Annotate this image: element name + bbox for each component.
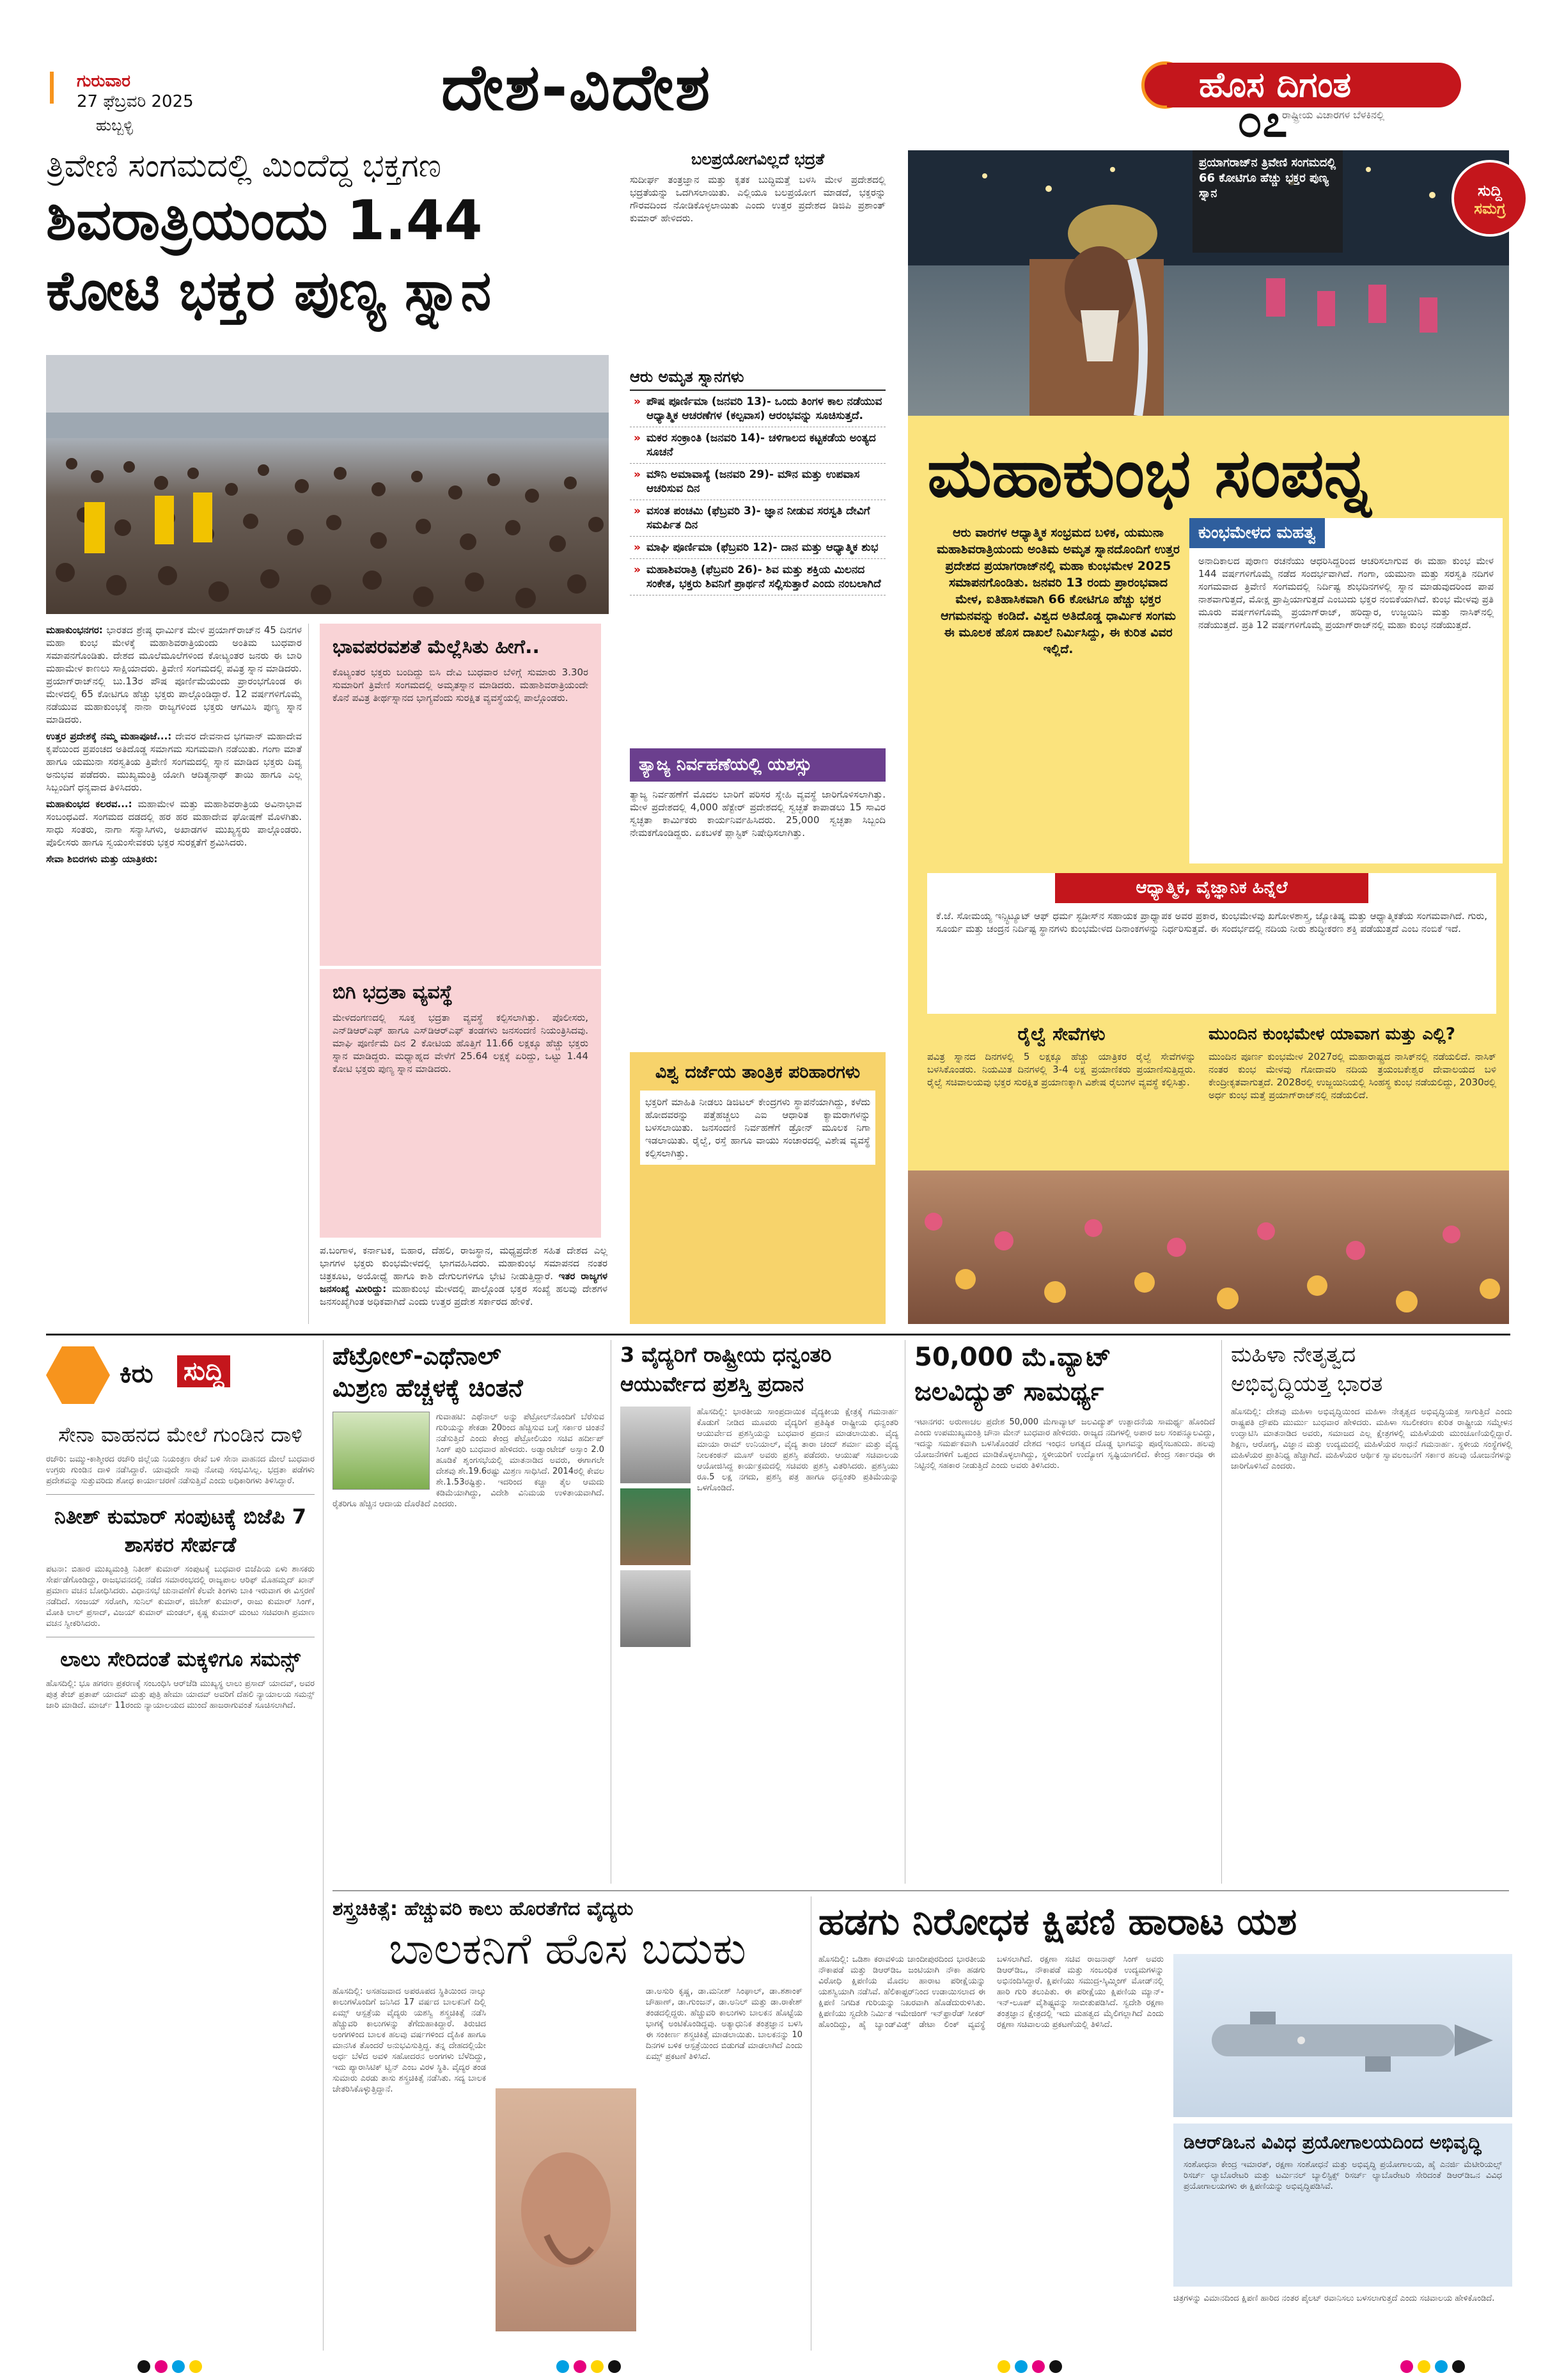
bhavuka-box	[320, 624, 601, 966]
petrol-story	[332, 1340, 604, 1884]
list-item: » ವಸಂತ ಪಂಚಮಿ (ಫೆಬ್ರವರಿ 3)- ಜ್ಞಾನ ನೀಡುವ ಸರಸ್ವತಿ ದೇವಿಗೆ ಸಮರ್ಪಿತ ದಿನ	[630, 500, 886, 537]
registration-mark	[556, 2360, 569, 2373]
bhadrata-title: ಬಿಗಿ ಭದ್ರತಾ ವ್ಯವಸ್ಥೆ	[332, 981, 453, 1004]
science-body: ಕೆ.ಜೆ. ಸೋಮಯ್ಯ ಇನ್ಸ್ಟಿಟ್ಯೂಟ್ ಆಫ್ ಧರ್ಮ ಸ್ಟಡೀಸ್‌ನ ಸಹಾಯಕ ಪ್ರಾಧ್ಯಾಪಕ ಅವರ ಪ್ರಕಾರ, ಕುಂಭಮೇಳವು ಖಗೋಳಶಾಸ್ತ್ರ, ಜ್ಯೋತಿಷ್ಯ ಮತ್ತು ಆಧ್ಯಾತ್ಮಿಕತೆಯ ಸಂಗಮವಾಗಿದೆ. ಗುರು, ಸೂರ್ಯ ಮತ್ತು ಚಂದ್ರನ ನಿರ್ದಿಷ್ಟ ಸ್ಥಾನಗಳು ಕುಂಭಮೇಳದ ದಿನಾಂಕಗಳನ್ನು ನಿರ್ಧರಿಸುತ್ತವೆ. ಈ ಸಂದರ್ಭದಲ್ಲಿ ನದಿಯ ನೀರು ಶುದ್ಧೀಕರಣ ಶಕ್ತಿ ಪಡೆಯುತ್ತದೆ ಎಂಬ ನಂಬಿಕೆ ಇದೆ.	[936, 910, 1487, 934]
badge-word-2: ಸಮಗ್ರ	[1474, 200, 1506, 217]
petrol-body: ಗುವಾಹಟಿ: ಎಥೆನಾಲ್ ಅನ್ನು ಪೆಟ್ರೋಲ್‌ನೊಂದಿಗೆ ಬೆರೆಸುವ ಗುರಿಯನ್ನು ಶೇಕಡಾ 20ರಿಂದ ಹೆಚ್ಚಿಸುವ ಬಗ್ಗೆ ಸರ್ಕಾರ ಚಿಂತನೆ ನಡೆಸುತ್ತಿದೆ ಎಂದು ಕೇಂದ್ರ ಪೆಟ್ರೋಲಿಯಂ ಸಚಿವ ಹರ್ದೀಪ್ ಸಿಂಗ್ ಪುರಿ ಬುಧವಾರ ಹೇಳಿದರು. ಅಡ್ವಾಂಟೇಜ್ ಅಸ್ಸಾಂ 2.0 ಹೂಡಿಕೆ ಶೃಂಗಸಭೆಯಲ್ಲಿ ಮಾತನಾಡಿದ ಅವರು, ಈಗಾಗಲೇ ದೇಶವು ಶೇ.19.6ರಷ್ಟು ಮಿಶ್ರಣ ಸಾಧಿಸಿದೆ. 2014ರಲ್ಲಿ ಕೇವಲ ಶೇ.1.53ರಷ್ಟಿತ್ತು. ಇದರಿಂದ ಕಚ್ಚಾ ತೈಲ ಆಮದು ಕಡಿಮೆಯಾಗಿದ್ದು, ವಿದೇಶಿ ವಿನಿಮಯ ಉಳಿತಾಯವಾಗಿದೆ. ರೈತರಿಗೂ ಹೆಚ್ಚಿನ ಆದಾಯ ದೊರೆತಿದೆ ಎಂದರು.	[332, 1412, 604, 1509]
masthead-date: 27 ಫೆಬ್ರವರಿ 2025	[77, 92, 194, 111]
paper-name: ಹೊಸ ದಿಗಂತ	[1199, 65, 1352, 105]
rail-title: ರೈಲ್ವೆ ಸೇವೆಗಳು	[1017, 1023, 1106, 1044]
list-item: » ಪೌಷ ಪೂರ್ಣಿಮಾ (ಜನವರಿ 13)- ಒಂದು ತಿಂಗಳ ಕಾಲ ನಡೆಯುವ ಆಧ್ಯಾತ್ಮಿಕ ಆಚರಣೆಗಳ (ಕಲ್ಪವಾಸ) ಆರಂಭವನ್ನು ಸೂಚಿಸುತ್ತದೆ.	[630, 391, 886, 427]
mahatva-title: ಕುಂಭಮೇಳದ ಮಹತ್ವ	[1189, 518, 1325, 548]
kiru-story-3-title: ಲಾಲು ಸೇರಿದಂತೆ ಮಕ್ಕಳಿಗೂ ಸಮನ್ಸ್	[60, 1647, 301, 1671]
list-item: » ಮಹಾಶಿವರಾತ್ರಿ (ಫೆಬ್ರವರಿ 26)- ಶಿವ ಮತ್ತು ಶಕ್ತಿಯ ಮಿಲನದ ಸಂಕೇತ, ಭಕ್ತರು ಶಿವನಿಗೆ ಪ್ರಾರ್ಥನೆ ಸಲ್ಲಿಸುತ್ತಾರೆ ಎಂದು ನಂಬಲಾಗಿದೆ	[630, 559, 886, 595]
registration-mark	[1418, 2360, 1430, 2373]
kiru-label-b: ಸುದ್ದಿ	[177, 1355, 230, 1387]
women-story	[1231, 1340, 1512, 1884]
missile-title: ಹಡಗು ನಿರೋಧಕ ಕ್ಷಿಪಣಿ ಹಾರಾಟ ಯಶ	[818, 1900, 1297, 1943]
six-baths-list	[630, 391, 886, 595]
lead-body-3: ಮಹಾಮೇಳ ಮತ್ತು ಮಹಾಶಿವರಾತ್ರಿಯ ಅವಿನಾಭಾವ ಸಂಬಂಧವಿದೆ. ಸಂಗಮದ ದಡದಲ್ಲಿ ಹರ ಹರ ಮಹಾದೇವ ಘೋಷಣೆ ಮೊಳಗಿತು. ಸಾಧು ಸಂತರು, ನಾಗಾ ಸನ್ಯಾಸಿಗಳು, ಅಖಾಡಗಳ ಮುಖ್ಯಸ್ಥರು ಪಾಲ್ಗೊಂಡರು. ಪೊಲೀಸರು ಹಾಗೂ ಸ್ವಯಂಸೇವಕರು ಭಕ್ತರ ಸುರಕ್ಷತೆಗೆ ಶ್ರಮಿಸಿದರು.	[46, 798, 302, 848]
women-body: ಹೊಸದಿಲ್ಲಿ: ದೇಶವು ಮಹಿಳಾ ಅಭಿವೃದ್ಧಿಯಿಂದ ಮಹಿಳಾ ನೇತೃತ್ವದ ಅಭಿವೃದ್ಧಿಯತ್ತ ಸಾಗುತ್ತಿದೆ ಎಂದು ರಾಷ್ಟ್ರಪತಿ ದ್ರೌಪದಿ ಮುರ್ಮು ಬುಧವಾರ ಹೇಳಿದರು. ಮಹಿಳಾ ಸಬಲೀಕರಣ ಕುರಿತ ರಾಷ್ಟ್ರೀಯ ಸಮ್ಮೇಳನ ಉದ್ಘಾಟಿಸಿ ಮಾತನಾಡಿದ ಅವರು, ಸಮಾಜದ ಎಲ್ಲ ಕ್ಷೇತ್ರಗಳಲ್ಲಿ ಮಹಿಳೆಯರು ಮುಂಚೂಣಿಯಲ್ಲಿದ್ದಾರೆ. ಶಿಕ್ಷಣ, ಆರೋಗ್ಯ, ವಿಜ್ಞಾನ ಮತ್ತು ಉದ್ಯಮದಲ್ಲಿ ಮಹಿಳೆಯರ ಸಾಧನೆ ಗಮನಾರ್ಹ. ಸ್ಥಳೀಯ ಸಂಸ್ಥೆಗಳಲ್ಲಿ ಮಹಿಳೆಯರ ಪ್ರಾತಿನಿಧ್ಯ ಹೆಚ್ಚಾಗಿದೆ. ಮಹಿಳೆಯರ ಆರ್ಥಿಕ ಸ್ವಾವಲಂಬನೆಗೆ ಸರ್ಕಾರ ಹಲವು ಯೋಜನೆಗಳನ್ನು ಜಾರಿಗೊಳಿಸಿದೆ ಎಂದರು.	[1231, 1407, 1512, 1471]
bhadrata-box	[320, 969, 601, 1238]
missile-body-2: ರಕ್ಷಣಾ ಸಚಿವ ರಾಜನಾಥ್ ಸಿಂಗ್ ಅವರು ಡಿಆರ್‌ಡಿಒ, ನೌಕಾಪಡೆ ಮತ್ತು ಸಂಬಂಧಿತ ಉದ್ಯಮಗಳನ್ನು ಅಭಿನಂದಿಸಿದ್ದಾರೆ. ಕ್ಷಿಪಣಿಯು ಸಮುದ್ರ-ಸ್ಕಿಮ್ಮಿಂಗ್ ಮೋಡ್‌ನಲ್ಲಿ ಹಾರಿ ಗುರಿ ತಲುಪಿತು. ಈ ಪರೀಕ್ಷೆಯು ಕ್ಷಿಪಣಿಯ ಮ್ಯಾನ್-ಇನ್-ಲೂಪ್ ವೈಶಿಷ್ಟ್ಯವನ್ನು ಸಾಬೀತುಪಡಿಸಿದೆ. ಸ್ವದೇಶಿ ರಕ್ಷಣಾ ತಂತ್ರಜ್ಞಾನ ಕ್ಷೇತ್ರದಲ್ಲಿ ಇದು ಮಹತ್ವದ ಮೈಲಿಗಲ್ಲಾಗಿದೆ ಎಂದು ರಕ್ಷಣಾ ಸಚಿವಾಲಯ ಪ್ರಕಟಣೆಯಲ್ಲಿ ತಿಳಿಸಿದೆ.	[997, 1955, 1164, 2029]
tech-box	[630, 1052, 886, 1324]
feature-yellow-panel	[908, 416, 1509, 1324]
lead-headline-1: ಶಿವರಾತ್ರಿಯಂದು 1.44	[46, 189, 483, 253]
lead-body-5: ಮಹಾಕುಂಭ ಮೇಳದಲ್ಲಿ ಪಾಲ್ಗೊಂಡ ಭಕ್ತರ ಸಂಖ್ಯೆ ಹಲವು ದೇಶಗಳ ಜನಸಂಖ್ಯೆಗಿಂತ ಅಧಿಕವಾಗಿದೆ ಎಂದು ಉತ್ತರ ಪ್ರದೇಶ ಸರ್ಕಾರದ ಹೇಳಿಕೆ.	[320, 1283, 607, 1307]
missile-illustration	[1173, 1954, 1512, 2117]
next-kumbh-title: ಮುಂದಿನ ಕುಂಭಮೇಳ ಯಾವಾಗ ಮತ್ತು ಎಲ್ಲಿ?	[1209, 1025, 1455, 1044]
caption-text: ಪ್ರಯಾಗರಾಜ್‌ನ ತ್ರಿವೇಣಿ ಸಂಗಮದಲ್ಲಿ 66 ಕೋಟಿಗೂ ಹೆಚ್ಚು ಭಕ್ತರ ಪುಣ್ಯ ಸ್ನಾನ	[1199, 156, 1336, 200]
balaprayoga-body: ಸುದೀರ್ಘ ತಂತ್ರಜ್ಞಾನ ಮತ್ತು ಕೃತಕ ಬುದ್ಧಿಮತ್ತೆ ಬಳಸಿ ಮೇಳ ಪ್ರದೇಶದಲ್ಲಿ ಭದ್ರತೆಯನ್ನು ಒದಗಿಸಲಾಯಿತು. ಎಲ್ಲಿಯೂ ಬಲಪ್ರಯೋಗ ಮಾಡದೆ, ಭಕ್ತರನ್ನು ಗೌರವದಿಂದ ನೋಡಿಕೊಳ್ಳಲಾಯಿತು ಎಂದು ಉತ್ತರ ಪ್ರದೇಶದ ಡಿಜಿಪಿ ಪ್ರಶಾಂತ್ ಕುಮಾರ್ ಹೇಳಿದರು.	[630, 174, 886, 224]
lead-sub-4: ಇತರ ರಾಜ್ಯಗಳ ಜನಸಂಖ್ಯೆ ಮೀರಿದ್ದು:	[320, 1270, 607, 1295]
mahatva-box	[1189, 518, 1503, 863]
science-box	[927, 873, 1496, 1014]
masthead	[0, 0, 1541, 147]
masthead-accent-bar	[50, 72, 54, 104]
column-divider	[323, 1340, 324, 2351]
surgery-body-1: ಹೊಸದಿಲ್ಲಿ: ಅಸಹಜವಾದ ಅಪರೂಪದ ಸ್ಥಿತಿಯಿಂದ ನಾಲ್ಕು ಕಾಲುಗಳೊಂದಿಗೆ ಜನಿಸಿದ 17 ವರ್ಷದ ಬಾಲಕನಿಗೆ ದಿಲ್ಲಿ ಏಮ್ಸ್ ಆಸ್ಪತ್ರೆಯ ವೈದ್ಯರು ಯಶಸ್ವಿ ಶಸ್ತ್ರಚಿಕಿತ್ಸೆ ನಡೆಸಿ ಹೆಚ್ಚುವರಿ ಕಾಲುಗಳನ್ನು ತೆಗೆದುಹಾಕಿದ್ದಾರೆ. ತಿರುಚಿದ ಅಂಗಗಳಿಂದ ಬಾಲಕ ಹಲವು ವರ್ಷಗಳಿಂದ ದೈಹಿಕ ಹಾಗೂ ಮಾನಸಿಕ ತೊಂದರೆ ಅನುಭವಿಸುತ್ತಿದ್ದ.	[332, 1987, 486, 2051]
registration-mark	[137, 2360, 150, 2373]
lead-body-1: ಭಾರತದ ಶ್ರೇಷ್ಠ ಧಾರ್ಮಿಕ ಮೇಳ ಪ್ರಯಾಗ್‌ರಾಜ್‌ನ 45 ದಿನಗಳ ಮಹಾ ಕುಂಭ ಮೇಳಕ್ಕೆ ಮಹಾಶಿವರಾತ್ರಿಯಂದು ಅಂತಿಮ ಬುಧವಾರ ಸಮಾಪನಗೊಂಡಿತು. ದೇಶದ ಮೂಲೆಮೂಲೆಗಳಿಂದ ಕೋಟ್ಯಂತರ ಜನರು ಈ ಬಾರಿ ಮಹಾಮೇಳ ಕಾಣಲು ಸಾಕ್ಷಿಯಾದರು. ತ್ರಿವೇಣಿ ಸಂಗಮದಲ್ಲಿ ಪವಿತ್ರ ಸ್ನಾನ ಮಾಡಿದರು. ಪ್ರಯಾಗ್‌ರಾಜ್‌ನಲ್ಲಿ ಬು.13ರ ಪೌಷ ಪೂರ್ಣಿಮೆಯಂದು ಪ್ರಾರಂಭಗೊಂಡ ಈ ಮೇಳದಲ್ಲಿ 65 ಕೋಟಿಗೂ ಹೆಚ್ಚು ಭಕ್ತರು ಪಾಲ್ಗೊಂಡಿದ್ದಾರೆ. 12 ವರ್ಷಗಳಿಗೊಮ್ಮೆ ನಡೆಯುವ ಮಹಾಕುಂಭಕ್ಕೆ ನಾನಾ ರಾಜ್ಯಗಳಿಂದ ಭಕ್ತರು ಆಗಮಿಸಿ ಪುಣ್ಯ ಸ್ನಾನ ಮಾಡಿದರು.	[46, 624, 302, 725]
registration-mark	[1435, 2360, 1448, 2373]
drdo-box-title: ಡಿಆರ್‌ಡಿಒನ ವಿವಿಧ ಪ್ರಯೋಗಾಲಯದಿಂದ ಅಭಿವೃದ್ಧಿ	[1184, 2132, 1482, 2153]
registration-mark	[1049, 2360, 1062, 2373]
surgery-col-1	[332, 1986, 486, 2095]
kiru-suddi-header	[46, 1340, 315, 1410]
kiru-story-2-title: ನಿತೀಶ್ ಕುಮಾರ್ ಸಂಪುಟಕ್ಕೆ ಬಿಜೆಪಿ 7 ಶಾಸಕರ ಸೇರ್ಪಡೆ	[54, 1504, 306, 1557]
section-title: ದೇಶ-ವಿದೇಶ	[441, 50, 712, 125]
kiru-suddi-column	[46, 1340, 315, 2351]
surgery-body-2: ತನ್ನ ದೇಹದಲ್ಲಿಯೇ ಅರ್ಧ ಬೆಳೆದ ಅವಳಿ ಸಹೋದರನ ಅಂಗಗಳು ಬೆಳೆದಿದ್ದು, ಇದು ಪ್ಯಾರಾಸಿಟಿಕ್ ಟ್ವಿನ್ ಎಂಬ ವಿರಳ ಸ್ಥಿತಿ. ವೈದ್ಯರ ತಂಡ ಸುಮಾರು ಎರಡು ತಾಸು ಶಸ್ತ್ರಚಿಕಿತ್ಸೆ ನಡೆಸಿತು. ಸದ್ಯ ಬಾಲಕ ಚೇತರಿಸಿಕೊಳ್ಳುತ್ತಿದ್ದಾನೆ.	[332, 2041, 486, 2094]
next-kumbh-box	[1209, 1023, 1496, 1164]
hydro-title-1: 50,000 ಮೆ.ವ್ಯಾಟ್	[914, 1343, 1111, 1372]
registration-mark	[172, 2360, 185, 2373]
missile-story	[818, 1896, 1512, 2351]
feature-intro: ಆರು ವಾರಗಳ ಆಧ್ಯಾತ್ಮಿಕ ಸಂಭ್ರಮದ ಬಳಿಕ, ಯಮುನಾ ಮಹಾಶಿವರಾತ್ರಿಯಂದು ಅಂತಿಮ ಅಮೃತ ಸ್ನಾನದೊಂದಿಗೆ ಉತ್ತರ ಪ್ರದೇಶದ ಪ್ರಯಾಗರಾಜ್‌ನಲ್ಲಿ ಮಹಾ ಕುಂಭಮೇಳ 2025 ಸಮಾಪನಗೊಂಡಿತು. ಜನವರಿ 13 ರಂದು ಪ್ರಾರಂಭವಾದ ಮೇಳ, ಐತಿಹಾಸಿಕವಾಗಿ 66 ಕೋಟಿಗೂ ಹೆಚ್ಚು ಭಕ್ತರ ಆಗಮನವನ್ನು ಕಂಡಿದೆ. ವಿಶ್ವದ ಅತಿದೊಡ್ಡ ಧಾರ್ಮಿಕ ಸಂಗಮ ಈ ಮೂಲಕ ಹೊಸ ದಾಖಲೆ ನಿರ್ಮಿಸಿದ್ದು, ಈ ಕುರಿತ ವಿವರ ಇಲ್ಲಿದೆ.	[937, 526, 1180, 656]
hydro-body: ಇಟಾನಗರ: ಅರುಣಾಚಲ ಪ್ರದೇಶ 50,000 ಮೆಗಾವ್ಯಾಟ್ ಜಲವಿದ್ಯುತ್ ಉತ್ಪಾದನೆಯ ಸಾಮರ್ಥ್ಯ ಹೊಂದಿದೆ ಎಂದು ಉಪಮುಖ್ಯಮಂತ್ರಿ ಚೌನಾ ಮೇನ್ ಬುಧವಾರ ಹೇಳಿದರು. ರಾಜ್ಯದ ನದಿಗಳಲ್ಲಿ ಅಪಾರ ಜಲ ಸಂಪನ್ಮೂಲವಿದ್ದು, ಇದನ್ನು ಸಮರ್ಪಕವಾಗಿ ಬಳಸಿಕೊಂಡರೆ ದೇಶದ ಇಂಧನ ಅಗತ್ಯದ ದೊಡ್ಡ ಭಾಗವನ್ನು ಪೂರೈಸಬಹುದು. ಹಲವು ಯೋಜನೆಗಳಿಗೆ ಒಪ್ಪಂದ ಮಾಡಿಕೊಳ್ಳಲಾಗಿದ್ದು, ಸ್ಥಳೀಯರಿಗೆ ಉದ್ಯೋಗ ಸೃಷ್ಟಿಯಾಗಲಿದೆ. ಕೇಂದ್ರ ಸರ್ಕಾರವೂ ಈ ನಿಟ್ಟಿನಲ್ಲಿ ಸಹಕಾರ ನೀಡುತ್ತಿದೆ ಎಂದು ಅವರು ತಿಳಿಸಿದರು.	[914, 1417, 1215, 1470]
lead-body-left	[46, 624, 302, 1324]
kiru-story-2-body: ಪಟನಾ: ಬಿಹಾರ ಮುಖ್ಯಮಂತ್ರಿ ನಿತೀಶ್ ಕುಮಾರ್ ಸಂಪುಟಕ್ಕೆ ಬುಧವಾರ ಬಿಜೆಪಿಯ ಏಳು ಶಾಸಕರು ಸೇರ್ಪಡೆಗೊಂಡಿದ್ದು, ರಾಜಭವನದಲ್ಲಿ ನಡೆದ ಸಮಾರಂಭದಲ್ಲಿ ರಾಜ್ಯಪಾಲ ಆರಿಫ್ ಮೊಹಮ್ಮದ್ ಖಾನ್ ಪ್ರಮಾಣ ವಚನ ಬೋಧಿಸಿದರು. ವಿಧಾನಸಭೆ ಚುನಾವಣೆಗೆ ಕೆಲವೇ ತಿಂಗಳು ಬಾಕಿ ಇರುವಾಗ ಈ ವಿಸ್ತರಣೆ ನಡೆದಿದೆ. ಸಂಜಯ್ ಸರೋಗಿ, ಸುನಿಲ್ ಕುಮಾರ್, ಜಿಬೇಶ್ ಕುಮಾರ್, ರಾಜು ಕುಮಾರ್ ಸಿಂಗ್, ಮೋತಿ ಲಾಲ್ ಪ್ರಸಾದ್, ವಿಜಯ್ ಕುಮಾರ್ ಮಂಡಲ್, ಕೃಷ್ಣ ಕುಮಾರ್ ಮಂಟು ಸಚಿವರಾಗಿ ಪ್ರಮಾಣ ವಚನ ಸ್ವೀಕರಿಸಿದರು.	[46, 1564, 315, 1628]
surgery-story	[332, 1896, 802, 2351]
surgery-illustration	[496, 2088, 636, 2331]
next-kumbh-body: ಮುಂದಿನ ಪೂರ್ಣ ಕುಂಭಮೇಳ 2027ರಲ್ಲಿ ಮಹಾರಾಷ್ಟ್ರದ ನಾಸಿಕ್‌ನಲ್ಲಿ ನಡೆಯಲಿದೆ. ನಾಸಿಕ್ ನಂತರ ಕುಂಭ ಮೇಳವು ಗೋದಾವರಿ ನದಿಯ ತ್ರಯಂಬಕೇಶ್ವರ ದೇವಾಲಯದ ಬಳಿ ಕೇಂದ್ರೀಕೃತವಾಗುತ್ತದೆ. 2028ರಲ್ಲಿ ಉಜ್ಜಯಿನಿಯಲ್ಲಿ ಸಿಂಹಸ್ಥ ಕುಂಭ ನಡೆಯಲಿದ್ದು, 2030ರಲ್ಲಿ ಅರ್ಧ ಕುಂಭ ಮತ್ತೆ ಪ್ರಯಾಗ್‌ರಾಜ್‌ನಲ್ಲಿ ನಡೆಯಲಿದೆ.	[1209, 1051, 1496, 1101]
hydro-story	[914, 1340, 1215, 1884]
registration-mark	[1452, 2360, 1465, 2373]
missile-photo	[1173, 1954, 1512, 2117]
balaprayoga-block	[630, 150, 886, 361]
registration-mark	[1400, 2360, 1413, 2373]
hand-icon	[46, 1346, 110, 1404]
crowd-bottom-illustration	[908, 1170, 1509, 1324]
sudhi-samagra-badge	[1451, 160, 1528, 237]
crowd-bottom-photo	[908, 1170, 1509, 1324]
masthead-day: ಗುರುವಾರ	[77, 72, 130, 91]
missile-body-1: ಹೊಸದಿಲ್ಲಿ: ಒಡಿಶಾ ಕರಾವಳಿಯ ಚಾಂದೀಪುರದಿಂದ ಭಾರತೀಯ ನೌಕಾಪಡೆ ಮತ್ತು ಡಿಆರ್‌ಡಿಒ ಜಂಟಿಯಾಗಿ ನೌಕಾ ಹಡಗು ವಿರೋಧಿ ಕ್ಷಿಪಣಿಯ ಮೊದಲ ಹಾರಾಟ ಪರೀಕ್ಷೆಯನ್ನು ಯಶಸ್ವಿಯಾಗಿ ನಡೆಸಿವೆ. ಹೆಲಿಕಾಪ್ಟರ್‌ನಿಂದ ಉಡಾಯಿಸಲಾದ ಈ ಕ್ಷಿಪಣಿ ನಿಗದಿತ ಗುರಿಯನ್ನು ನಿಖರವಾಗಿ ಹೊಡೆದುರುಳಿಸಿತು. ಕ್ಷಿಪಣಿಯು ಸ್ವದೇಶಿ ನಿರ್ಮಿತ ಇಮೇಜಿಂಗ್ ಇನ್‌ಫ್ರಾರೆಡ್ ಸೀಕರ್ ಹೊಂದಿದ್ದು, ಹೈ ಬ್ಯಾಂಡ್‌ವಿಡ್ತ್ ಡೇಟಾ ಲಿಂಕ್ ವ್ಯವಸ್ಥೆ ಬಳಸಲಾಗಿದೆ.	[818, 1955, 1033, 2029]
kiru-label-a: ಕಿರು	[120, 1359, 153, 1389]
page-number: ೦೭	[1237, 95, 1288, 147]
paper-logo-block	[1129, 50, 1512, 146]
lead-sub-1: ಉತ್ತರ ಪ್ರದೇಶಕ್ಕೆ ನಮ್ಮ ಮಹಾಪೂಜೆ...:	[46, 730, 172, 742]
rail-body: ಪವಿತ್ರ ಸ್ನಾನದ ದಿನಗಳಲ್ಲಿ 5 ಲಕ್ಷಕ್ಕೂ ಹೆಚ್ಚು ಯಾತ್ರಿಕರ ರೈಲ್ವೆ ಸೇವೆಗಳನ್ನು ಬಳಸಿಕೊಂಡರು. ನಿಯಮಿತ ದಿನಗಳಲ್ಲಿ 3-4 ಲಕ್ಷ ಪ್ರಯಾಣಿಕರು ಪ್ರಯಾಣಿಸುತ್ತಿದ್ದರು. ರೈಲ್ವೆ ಸಚಿವಾಲಯವು ಭಕ್ತರ ಸುರಕ್ಷಿತ ಪ್ರಯಾಣಕ್ಕಾಗಿ ವಿಶೇಷ ರೈಲುಗಳ ವ್ಯವಸ್ಥೆ ಕಲ್ಪಿಸಿತ್ತು.	[927, 1051, 1196, 1088]
ayurveda-title-2: ಆಯುರ್ವೇದ ಪ್ರಶಸ್ತಿ ಪ್ರದಾನ	[620, 1372, 804, 1396]
hydro-title-2: ಜಲವಿದ್ಯುತ್ ಸಾಮರ್ಥ್ಯ	[914, 1377, 1104, 1407]
registration-mark	[608, 2360, 621, 2373]
list-item: » ಮೌನಿ ಅಮಾವಾಸ್ಯೆ (ಜನವರಿ 29)- ಮೌನ ಮತ್ತು ಉಪವಾಸ ಆಚರಿಸುವ ದಿನ	[630, 464, 886, 500]
kiru-story-3-body: ಹೊಸದಿಲ್ಲಿ: ಭೂ ಹಗರಣ ಪ್ರಕರಣಕ್ಕೆ ಸಂಬಂಧಿಸಿ ಆರ್‌ಜೆಡಿ ಮುಖ್ಯಸ್ಥ ಲಾಲು ಪ್ರಸಾದ್ ಯಾದವ್, ಅವರ ಪುತ್ರ ತೇಜ್ ಪ್ರತಾಪ್ ಯಾದವ್ ಮತ್ತು ಪುತ್ರಿ ಹೇಮಾ ಯಾದವ್ ಅವರಿಗೆ ದೆಹಲಿ ನ್ಯಾಯಾಲಯ ಸಮನ್ಸ್ ಜಾರಿ ಮಾಡಿದೆ. ಮಾರ್ಚ್ 11ರಂದು ನ್ಯಾಯಾಲಯದ ಮುಂದೆ ಹಾಜರಾಗುವಂತೆ ಸೂಚಿಸಲಾಗಿದೆ.	[46, 1679, 315, 1710]
petrol-title-1: ಪೆಟ್ರೋಲ್-ಎಥೆನಾಲ್	[332, 1342, 501, 1370]
surgery-body-3: ಡಾ.ಅಸುರಿ ಕೃಷ್ಣ, ಡಾ.ಮನೀಶ್ ಸಿಂಘಾಲ್, ಡಾ.ಶಶಾಂಕ್ ಚೌಹಾಣ್, ಡಾ.ಗುಂಜನ್, ಡಾ.ಅನಿಲ್ ಮತ್ತು ಡಾ.ರಾಕೇಶ್ ತಂಡದಲ್ಲಿದ್ದರು. ಹೆಚ್ಚುವರಿ ಕಾಲುಗಳು ಬಾಲಕನ ಹೊಟ್ಟೆಯ ಭಾಗಕ್ಕೆ ಅಂಟಿಕೊಂಡಿದ್ದವು. ಅತ್ಯಾಧುನಿಕ ತಂತ್ರಜ್ಞಾನ ಬಳಸಿ ಈ ಸಂಕೀರ್ಣ ಶಸ್ತ್ರಚಿಕಿತ್ಸೆ ಮಾಡಲಾಯಿತು. ಬಾಲಕನನ್ನು 10 ದಿನಗಳ ಬಳಿಕ ಆಸ್ಪತ್ರೆಯಿಂದ ಬಿಡುಗಡೆ ಮಾಡಲಾಗಿದೆ ಎಂದು ಏಮ್ಸ್ ಪ್ರಕಟಣೆ ತಿಳಿಸಿದೆ.	[646, 1987, 802, 2061]
ayurveda-story	[620, 1340, 898, 1884]
registration-mark	[591, 2360, 604, 2373]
crowd-illustration	[46, 355, 609, 614]
kiru-story-1-body: ರಜೌರಿ: ಜಮ್ಮು-ಕಾಶ್ಮೀರದ ರಜೌರಿ ಜಿಲ್ಲೆಯ ನಿಯಂತ್ರಣ ರೇಖೆ ಬಳಿ ಸೇನಾ ವಾಹನದ ಮೇಲೆ ಬುಧವಾರ ಉಗ್ರರು ಗುಂಡಿನ ದಾಳಿ ನಡೆಸಿದ್ದಾರೆ. ಯಾವುದೇ ಸಾವು ನೋವು ಸಂಭವಿಸಿಲ್ಲ. ಭದ್ರತಾ ಪಡೆಗಳು ಪ್ರದೇಶವನ್ನು ಸುತ್ತುವರಿದು ಶೋಧ ಕಾರ್ಯಾಚರಣೆ ನಡೆಸುತ್ತಿವೆ ಎಂದು ಅಧಿಕಾರಿಗಳು ತಿಳಿಸಿದ್ದಾರೆ.	[46, 1454, 315, 1486]
rail-box	[927, 1023, 1196, 1164]
registration-mark	[1032, 2360, 1045, 2373]
surgery-title: ಬಾಲಕನಿಗೆ ಹೊಸ ಬದುಕು	[389, 1924, 746, 1974]
registration-mark	[155, 2360, 168, 2373]
lead-headline-2: ಕೋಟಿ ಭಕ್ತರ ಪುಣ್ಯ ಸ್ನಾನ	[46, 259, 492, 323]
tech-body: ಭಕ್ತರಿಗೆ ಮಾಹಿತಿ ನೀಡಲು ಡಿಜಿಟಲ್ ಕೇಂದ್ರಗಳು ಸ್ಥಾಪನೆಯಾಗಿದ್ದು, ಕಳೆದು ಹೋದವರನ್ನು ಪತ್ತೆಹಚ್ಚಲು ಎಐ ಆಧಾರಿತ ಕ್ಯಾಮರಾಗಳನ್ನು ಬಳಸಲಾಯಿತು. ಜನಸಂದಣಿ ನಿರ್ವಹಣೆಗೆ ಡ್ರೋನ್ ಮೂಲಕ ನಿಗಾ ಇಡಲಾಯಿತು. ರೈಲ್ವೆ, ರಸ್ತೆ ಹಾಗೂ ವಾಯು ಸಂಚಾರದಲ್ಲಿ ವಿಶೇಷ ವ್ಯವಸ್ಥೆ ಕಲ್ಪಿಸಲಾಗಿತ್ತು.	[640, 1091, 875, 1165]
science-title: ಆಧ್ಯಾತ್ಮಿಕ, ವೈಜ್ಞಾನಿಕ ಹಿನ್ನೆಲೆ	[1055, 873, 1368, 903]
feature-title: ಮಹಾಕುಂಭ ಸಂಪನ್ನ	[927, 434, 1371, 512]
mahatva-body: ಅನಾದಿಕಾಲದ ಪುರಾಣ ರಚನೆಯು ಆಧರಿಸಿದ್ದರಿಂದ ಆಚರಿಸಲಾಗುವ ಈ ಮಹಾ ಕುಂಭ ಮೇಳ 144 ವರ್ಷಗಳಿಗೊಮ್ಮೆ ನಡೆದ ಸಂದರ್ಭವಾಗಿದೆ. ಗಂಗಾ, ಯಮುನಾ ಮತ್ತು ಸರಸ್ವತಿ ನದಿಗಳ ಸಂಗಮವಾದ ತ್ರಿವೇಣಿ ಸಂಗಮದಲ್ಲಿ ನಿರ್ದಿಷ್ಟ ಶುಭದಿನಗಳಲ್ಲಿ ಸ್ನಾನ ಮಾಡುವುದರಿಂದ ಪಾಪ ನಾಶವಾಗುತ್ತದೆ, ಮೋಕ್ಷ ಪ್ರಾಪ್ತಿಯಾಗುತ್ತದೆ ಎಂಬುದು ಭಕ್ತರ ನಂಬಿಕೆಯಾಗಿದೆ. ಕುಂಭ ಮೇಳವು ಪ್ರತಿ ಮೂರು ವರ್ಷಗಳಿಗೊಮ್ಮೆ ಪ್ರಯಾಗ್‌ರಾಜ್, ಹರಿದ್ವಾರ, ಉಜ್ಜಯಿನಿ ಮತ್ತು ನಾಸಿಕ್‌ನಲ್ಲಿ ನಡೆಯುತ್ತದೆ. ಪ್ರತಿ 12 ವರ್ಷಗಳಿಗೊಮ್ಮೆ ಪ್ರಯಾಗ್‌ರಾಜ್‌ನಲ್ಲಿ ಮಹಾ ಕುಂಭ ನಡೆಯುತ್ತದೆ.	[1198, 555, 1494, 631]
column-divider	[1221, 1340, 1222, 1884]
missile-tail: ಚಿತ್ರಗಳನ್ನು ವಿಮಾನದಿಂದ ಕ್ಷಿಪಣಿ ಹಾರಿದ ನಂತರ ಪೈಲಟ್ ರವಾನಿಸಲು ಬಳಸಲಾಗುತ್ತದೆ ಎಂದು ಸಚಿವಾಲಯ ಹೇಳಿಕೊಂಡಿದೆ.	[1173, 2294, 1495, 2303]
surgery-kicker: ಶಸ್ತ್ರಚಿಕಿತ್ಸೆ: ಹೆಚ್ಚುವರಿ ಕಾಲು ಹೊರತೆಗೆದ ವೈದ್ಯರು	[332, 1898, 634, 1920]
petrol-title-2: ಮಿಶ್ರಣ ಹೆಚ್ಚಳಕ್ಕೆ ಚಿಂತನೆ	[332, 1374, 523, 1402]
badge-word-1: ಸುದ್ದಿ	[1477, 182, 1503, 200]
surgery-photo	[496, 2088, 636, 2331]
paper-tagline: ರಾಷ್ಟ್ರೀಯ ವಿಚಾರಗಳ ಬೆಳಕಿನಲ್ಲಿ	[1282, 109, 1384, 121]
missile-col-1	[818, 1954, 1164, 2030]
list-item: » ಮಕರ ಸಂಕ್ರಾಂತಿ (ಜನವರಿ 14)- ಚಳಿಗಾಲದ ಕಟ್ಟಕಡೆಯ ಅಂತ್ಯದ ಸೂಚನೆ	[630, 427, 886, 464]
ayurveda-title-1: 3 ವೈದ್ಯರಿಗೆ ರಾಷ್ಟ್ರೀಯ ಧನ್ವಂತರಿ	[620, 1343, 832, 1367]
lead-photo-crowd	[46, 355, 609, 614]
waste-body: ತ್ಯಾಜ್ಯ ನಿರ್ವಹಣೆಗೆ ಮೊದಲ ಬಾರಿಗೆ ಪರಿಸರ ಸ್ನೇಹಿ ವ್ಯವಸ್ಥೆ ಜಾರಿಗೊಳಿಸಲಾಗಿತ್ತು. ಮೇಳ ಪ್ರದೇಶದಲ್ಲಿ 4,000 ಹೆಕ್ಟೇರ್ ಪ್ರದೇಶದಲ್ಲಿ ಸ್ವಚ್ಛತೆ ಕಾಪಾಡಲು 15 ಸಾವಿರ ಸ್ವಚ್ಛತಾ ಕಾರ್ಮಿಕರು ಕಾರ್ಯನಿರ್ವಹಿಸಿದರು. 25,000 ಸ್ವಚ್ಛತಾ ಸಿಬ್ಬಂದಿ ನೇಮಕಗೊಂಡಿದ್ದರು. ಏಕಬಳಕೆ ಪ್ಲಾಸ್ಟಿಕ್ ನಿಷೇಧಿಸಲಾಗಿತ್ತು.	[630, 789, 886, 839]
six-baths-box	[630, 368, 886, 739]
lead-body-continued	[320, 1244, 607, 1324]
drdo-box	[1173, 2124, 1512, 2287]
ayurveda-body: ಹೊಸದಿಲ್ಲಿ: ಭಾರತೀಯ ಸಾಂಪ್ರದಾಯಿಕ ವೈದ್ಯಕೀಯ ಕ್ಷೇತ್ರಕ್ಕೆ ಗಮನಾರ್ಹ ಕೊಡುಗೆ ನೀಡಿದ ಮೂವರು ವೈದ್ಯರಿಗೆ ಪ್ರತಿಷ್ಠಿತ ರಾಷ್ಟ್ರೀಯ ಧನ್ವಂತರಿ ಆಯುರ್ವೇದ ಪ್ರಶಸ್ತಿಯನ್ನು ಬುಧವಾರ ಪ್ರದಾನ ಮಾಡಲಾಯಿತು. ವೈದ್ಯ ಮಾಯಾ ರಾಮ್ ಉನಿಯಾಲ್, ವೈದ್ಯ ತಾರಾ ಚಂದ್ ಶರ್ಮಾ ಮತ್ತು ವೈದ್ಯ ನೀಲಕಂಠನ್ ಮೂಸ್ ಅವರು ಪ್ರಶಸ್ತಿ ಪಡೆದರು. ಆಯುಷ್ ಸಚಿವಾಲಯ ಆಯೋಜಿಸಿದ್ದ ಕಾರ್ಯಕ್ರಮದಲ್ಲಿ ಸಚಿವರು ಪ್ರಶಸ್ತಿ ವಿತರಿಸಿದರು. ಪ್ರಶಸ್ತಿಯು ರೂ.5 ಲಕ್ಷ ನಗದು, ಪ್ರಶಸ್ತಿ ಪತ್ರ ಹಾಗೂ ಧನ್ವಂತರಿ ಪ್ರತಿಮೆಯನ್ನು ಒಳಗೊಂಡಿದೆ.	[697, 1407, 898, 1493]
lead-kicker: ತ್ರಿವೇಣಿ ಸಂಗಮದಲ್ಲಿ ಮಿಂದೆದ್ದ ಭಕ್ತಗಣ	[46, 147, 442, 184]
bhavuka-body: ಕೊಟ್ಯಂತರ ಭಕ್ತರು ಬಂದಿದ್ದು ಬಿಸಿ ದೇವಿ ಬುಧವಾರ ಬೆಳಿಗ್ಗೆ ಸುಮಾರು 3.30ರ ಸುಮಾರಿಗೆ ತ್ರಿವೇಣಿ ಸಂಗಮದಲ್ಲಿ ಅಮೃತಸ್ನಾನ ಮಾಡಿದರು. ಮಹಾಶಿವರಾತ್ರಿಯಂದೇ ಕೊನೆ ಪವಿತ್ರ ತೀರ್ಥಸ್ನಾನದ ಭಾಗ್ಯವೆಂದು ಸುರಕ್ಷಿತ ವ್ಯವಸ್ಥೆಯಲ್ಲಿ ಪಾಲ್ಗೊಂಡರು.	[332, 666, 588, 704]
lead-sub-3: ಸೇವಾ ಶಿಬಿರಗಳು ಮತ್ತು ಯಾತ್ರಿಕರು:	[46, 853, 158, 865]
registration-mark	[574, 2360, 586, 2373]
doctor-photo-2	[620, 1488, 691, 1565]
registration-mark	[1015, 2360, 1028, 2373]
registration-mark	[189, 2360, 202, 2373]
doctor-portraits	[620, 1407, 691, 1647]
doctor-photo-3	[620, 1570, 691, 1647]
drdo-box-body: ಸಂಶೋಧನಾ ಕೇಂದ್ರ ಇಮಾರತ್, ರಕ್ಷಣಾ ಸಂಶೋಧನೆ ಮತ್ತು ಅಭಿವೃದ್ಧಿ ಪ್ರಯೋಗಾಲಯ, ಹೈ ಎನರ್ಜಿ ಮೆಟೀರಿಯಲ್ಸ್ ರಿಸರ್ಚ್ ಲ್ಯಾಬೊರೇಟರಿ ಮತ್ತು ಟರ್ಮಿನಲ್ ಬ್ಯಾಲಿಸ್ಟಿಕ್ಸ್ ರಿಸರ್ಚ್ ಲ್ಯಾಬೊರೇಟರಿ ಸೇರಿದಂತೆ ಡಿಆರ್‌ಡಿಒನ ವಿವಿಧ ಪ್ರಯೋಗಾಲಯಗಳು ಈ ಕ್ಷಿಪಣಿಯನ್ನು ಅಭಿವೃದ್ಧಿಪಡಿಸಿವೆ.	[1184, 2160, 1502, 2191]
lead-sub-2: ಮಹಾಕುಂಭದ ಕಲರವ...:	[46, 798, 132, 810]
feature-photo-caption	[1193, 150, 1343, 253]
waste-title: ತ್ಯಾಜ್ಯ ನಿರ್ವಹಣೆಯಲ್ಲಿ ಯಶಸ್ಸು	[630, 748, 886, 782]
lead-body-2: ದೇವರ ದೇವನಾದ ಭಗವಾನ್ ಮಹಾದೇವ ಕೃಪೆಯಿಂದ ಪ್ರಪಂಚದ ಅತಿದೊಡ್ಡ ಸಮಾಗಮ ಸುಗಮವಾಗಿ ನಡೆಯಿತು. ಗಂಗಾ ಮಾತೆ ಹಾಗೂ ಯಮುನಾ ಸರಸ್ವತಿಯ ತ್ರಿವೇಣಿ ಸಂಗಮದಲ್ಲಿ ಸ್ನಾನ ಮಾಡಿದ ಭಕ್ತರು ದಿವ್ಯ ಅನುಭವ ಪಡೆದರು. ಮುಖ್ಯಮಂತ್ರಿ ಯೋಗಿ ಆದಿತ್ಯನಾಥ್ ತಾಯಿ ಹಾಗೂ ಎಲ್ಲ ಸಿಬ್ಬಂದಿಗೆ ಧನ್ಯವಾದ ತಿಳಿಸಿದರು.	[46, 730, 302, 793]
masthead-city: ಹುಬ್ಬಳ್ಳಿ	[96, 116, 133, 134]
lead-column-divider	[308, 624, 309, 1324]
lead-body-4: ಪ.ಬಂಗಾಳ, ಕರ್ನಾಟಕ, ಬಿಹಾರ, ದೆಹಲಿ, ರಾಜಸ್ಥಾನ, ಮಧ್ಯಪ್ರದೇಶ ಸಹಿತ ದೇಶದ ಎಲ್ಲ ಭಾಗಗಳ ಭಕ್ತರು ಕುಂಭಮೇಳದಲ್ಲಿ ಭಾಗವಹಿಸಿದರು. ಮಹಾಕುಂಭ ಸಮಾಪನದ ನಂತರ ಚಿತ್ರಕೂಟ, ಅಯೋಧ್ಯೆ ಹಾಗೂ ಕಾಶಿ ದೇಗುಲಗಳಿಗೂ ಭೇಟಿ ನೀಡುತ್ತಿದ್ದಾರೆ.	[320, 1245, 607, 1282]
six-baths-title: ಆರು ಅಮೃತ ಸ್ನಾನಗಳು	[630, 368, 886, 391]
bhadrata-body: ಮೇಳದಂಗಣದಲ್ಲಿ ಸೂಕ್ತ ಭದ್ರತಾ ವ್ಯವಸ್ಥೆ ಕಲ್ಪಿಸಲಾಗಿತ್ತು. ಪೊಲೀಸರು, ಎನ್‌ಡಿಆರ್‌ಎಫ್ ಹಾಗೂ ಎಸ್‌ಡಿಆರ್‌ಎಫ್ ತಂಡಗಳು ಜನಸಂದಣಿ ನಿಯಂತ್ರಿಸಿದವು. ಮಾಘಿ ಪೂರ್ಣಿಮೆ ದಿನ 2 ಕೋಟಿಯ ಹೊತ್ತಿಗೆ 11.66 ಲಕ್ಷಕ್ಕೂ ಹೆಚ್ಚು ಭಕ್ತರು ಸ್ನಾನ ಮಾಡಿದ್ದರು. ಮಧ್ಯಾಹ್ನದ ವೇಳೆಗೆ 25.64 ಲಕ್ಷಕ್ಕೆ ಏರಿದ್ದು, ಒಟ್ಟು 1.44 ಕೋಟಿ ಭಕ್ತರು ಪುಣ್ಯ ಸ್ನಾನ ಮಾಡಿದರು.	[332, 1012, 588, 1075]
surgery-col-3	[646, 1986, 802, 2062]
bhavuka-title: ಭಾವಪರವಶತೆ ಮೆಲ್ಲೆಸಿತು ಹೀಗೆ..	[332, 636, 540, 658]
list-item: » ಮಾಘಿ ಪೂರ್ಣಿಮಾ (ಫೆಬ್ರವರಿ 12)- ದಾನ ಮತ್ತು ಆಧ್ಯಾತ್ಮಿಕ ಶುಭ	[630, 537, 886, 559]
kiru-story-1-title: ಸೇನಾ ವಾಹನದ ಮೇಲೆ ಗುಂಡಿನ ದಾಳಿ	[58, 1422, 302, 1447]
ethanol-photo	[332, 1412, 430, 1490]
lead-dateline: ಮಹಾಕುಂಭನಗರ:	[46, 624, 103, 636]
women-title-2: ಅಭಿವೃದ್ಧಿಯತ್ತ ಭಾರತ	[1231, 1371, 1383, 1397]
doctor-photo-1	[620, 1407, 691, 1483]
waste-box	[630, 748, 886, 1049]
balaprayoga-title: ಬಲಪ್ರಯೋಗವಿಲ್ಲದೆ ಭದ್ರತೆ	[691, 150, 825, 168]
rescue-jacket-shape	[84, 502, 105, 553]
mid-section-top-rule	[46, 1334, 1510, 1336]
tech-title: ವಿಶ್ವ ದರ್ಜೆಯ ತಾಂತ್ರಿಕ ಪರಿಹಾರಗಳು	[655, 1062, 861, 1082]
bottom-section-rule	[332, 1890, 1509, 1891]
women-title-1: ಮಹಿಳಾ ನೇತೃತ್ವದ	[1231, 1342, 1356, 1367]
registration-mark	[997, 2360, 1010, 2373]
lead-story-headline	[46, 146, 622, 351]
